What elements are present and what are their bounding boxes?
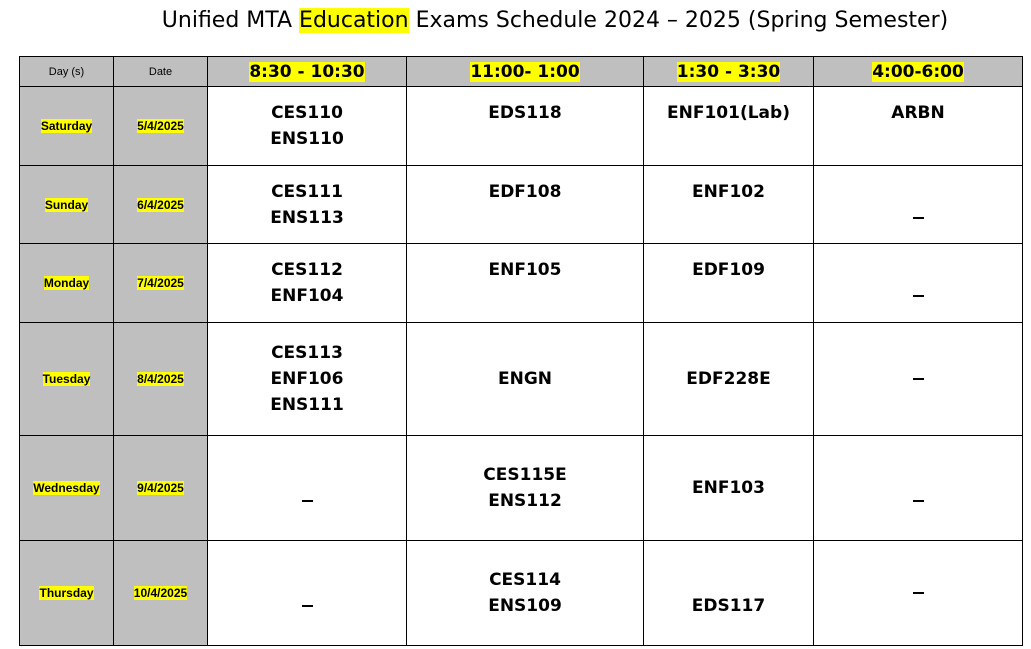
slot-cell xyxy=(407,244,644,323)
slot-cell xyxy=(407,87,644,166)
day-label: Wednesday xyxy=(33,481,100,495)
header-date xyxy=(114,57,208,87)
header-row xyxy=(20,57,1023,87)
day-cell xyxy=(20,244,114,323)
day-cell xyxy=(20,87,114,166)
table-row xyxy=(20,541,1023,646)
date-cell xyxy=(114,541,208,646)
empty-slot-dash xyxy=(913,217,924,219)
course-code: EDS117 xyxy=(691,596,766,616)
course-code: ENF103 xyxy=(692,478,765,498)
day-label: Thursday xyxy=(39,586,94,600)
course-code: ENS113 xyxy=(270,207,344,228)
header-day xyxy=(20,57,114,87)
slot-cell xyxy=(208,436,407,541)
slot-cell xyxy=(407,323,644,436)
date-cell xyxy=(114,244,208,323)
slot-cell xyxy=(644,323,814,436)
course-code: ENS109 xyxy=(488,596,562,616)
course-code: EDF228E xyxy=(686,369,771,389)
course-code: CES113 xyxy=(271,343,343,363)
slot-cell xyxy=(208,244,407,323)
day-label: Sunday xyxy=(44,197,89,212)
course-code: ENS110 xyxy=(270,129,344,149)
slot-cell xyxy=(814,87,1023,166)
day-cell xyxy=(20,166,114,244)
course-code: CES115E xyxy=(483,465,567,485)
header-slot-4-label: 4:00-6:00 xyxy=(872,61,964,82)
date-label: 7/4/2025 xyxy=(137,276,184,290)
header-slot-2 xyxy=(407,57,644,87)
date-cell xyxy=(114,436,208,541)
course-code: ENGN xyxy=(497,369,553,389)
course-code: EDF109 xyxy=(692,260,765,280)
date-label: 9/4/2025 xyxy=(137,481,184,495)
date-label: 5/4/2025 xyxy=(137,119,184,133)
slot-cell xyxy=(208,541,407,646)
header-slot-1-label: 8:30 - 10:30 xyxy=(249,61,365,82)
day-label: Monday xyxy=(43,276,90,290)
exam-schedule-table xyxy=(19,56,1023,646)
slot-cell xyxy=(644,541,814,646)
slot-cell xyxy=(644,87,814,166)
day-cell xyxy=(20,323,114,436)
slot-cell xyxy=(814,541,1023,646)
empty-slot-dash xyxy=(913,378,924,380)
empty-slot-dash xyxy=(302,500,313,502)
table-row xyxy=(20,436,1023,541)
course-code: ENF104 xyxy=(270,286,344,306)
course-code: ENF105 xyxy=(488,260,562,280)
course-code: CES114 xyxy=(489,570,561,590)
course-code: ENF101(Lab) xyxy=(667,103,790,123)
table-row xyxy=(20,87,1023,166)
empty-slot-dash xyxy=(302,605,313,607)
title-suffix: Exams Schedule 2024 – 2025 (Spring Semester) xyxy=(408,8,949,33)
day-cell xyxy=(20,541,114,646)
slot-cell xyxy=(814,436,1023,541)
header-slot-2-label: 11:00- 1:00 xyxy=(470,61,580,82)
date-cell xyxy=(114,87,208,166)
slot-cell xyxy=(208,87,407,166)
slot-cell xyxy=(407,541,644,646)
course-code: CES112 xyxy=(271,260,343,280)
table-row xyxy=(20,244,1023,323)
header-slot-1 xyxy=(208,57,407,87)
course-code: CES111 xyxy=(271,181,343,202)
slot-cell xyxy=(208,323,407,436)
header-day-label: Day (s) xyxy=(48,65,85,78)
header-slot-4 xyxy=(814,57,1023,87)
course-code: ARBN xyxy=(891,103,945,123)
table-row xyxy=(20,166,1023,244)
page-title xyxy=(0,4,1031,38)
slot-cell xyxy=(644,436,814,541)
course-code: ENS111 xyxy=(270,395,344,415)
course-code: ENF106 xyxy=(270,369,344,389)
day-label: Saturday xyxy=(40,119,93,133)
day-cell xyxy=(20,436,114,541)
course-code: ENF102 xyxy=(692,181,765,202)
title-highlight: Education xyxy=(299,8,409,33)
date-cell xyxy=(114,323,208,436)
date-label: 6/4/2025 xyxy=(137,197,184,212)
slot-cell xyxy=(644,244,814,323)
header-date-label: Date xyxy=(148,65,173,78)
slot-cell xyxy=(644,166,814,244)
slot-cell xyxy=(407,436,644,541)
slot-cell xyxy=(814,323,1023,436)
date-cell xyxy=(114,166,208,244)
empty-slot-dash xyxy=(913,500,924,502)
date-label: 8/4/2025 xyxy=(137,372,184,386)
empty-slot-dash xyxy=(913,295,924,297)
empty-slot-dash xyxy=(913,592,924,594)
date-label: 10/4/2025 xyxy=(133,586,188,600)
slot-cell xyxy=(814,166,1023,244)
slot-cell xyxy=(407,166,644,244)
title-prefix: Unified MTA xyxy=(161,8,300,33)
course-code: CES110 xyxy=(271,103,343,123)
header-slot-3-label: 1:30 - 3:30 xyxy=(676,61,781,82)
slot-cell xyxy=(208,166,407,244)
course-code: EDS118 xyxy=(488,103,562,123)
table-row xyxy=(20,323,1023,436)
slot-cell xyxy=(814,244,1023,323)
course-code: ENS112 xyxy=(488,491,562,511)
course-code: EDF108 xyxy=(488,181,562,202)
header-slot-3 xyxy=(644,57,814,87)
day-label: Tuesday xyxy=(42,372,91,386)
